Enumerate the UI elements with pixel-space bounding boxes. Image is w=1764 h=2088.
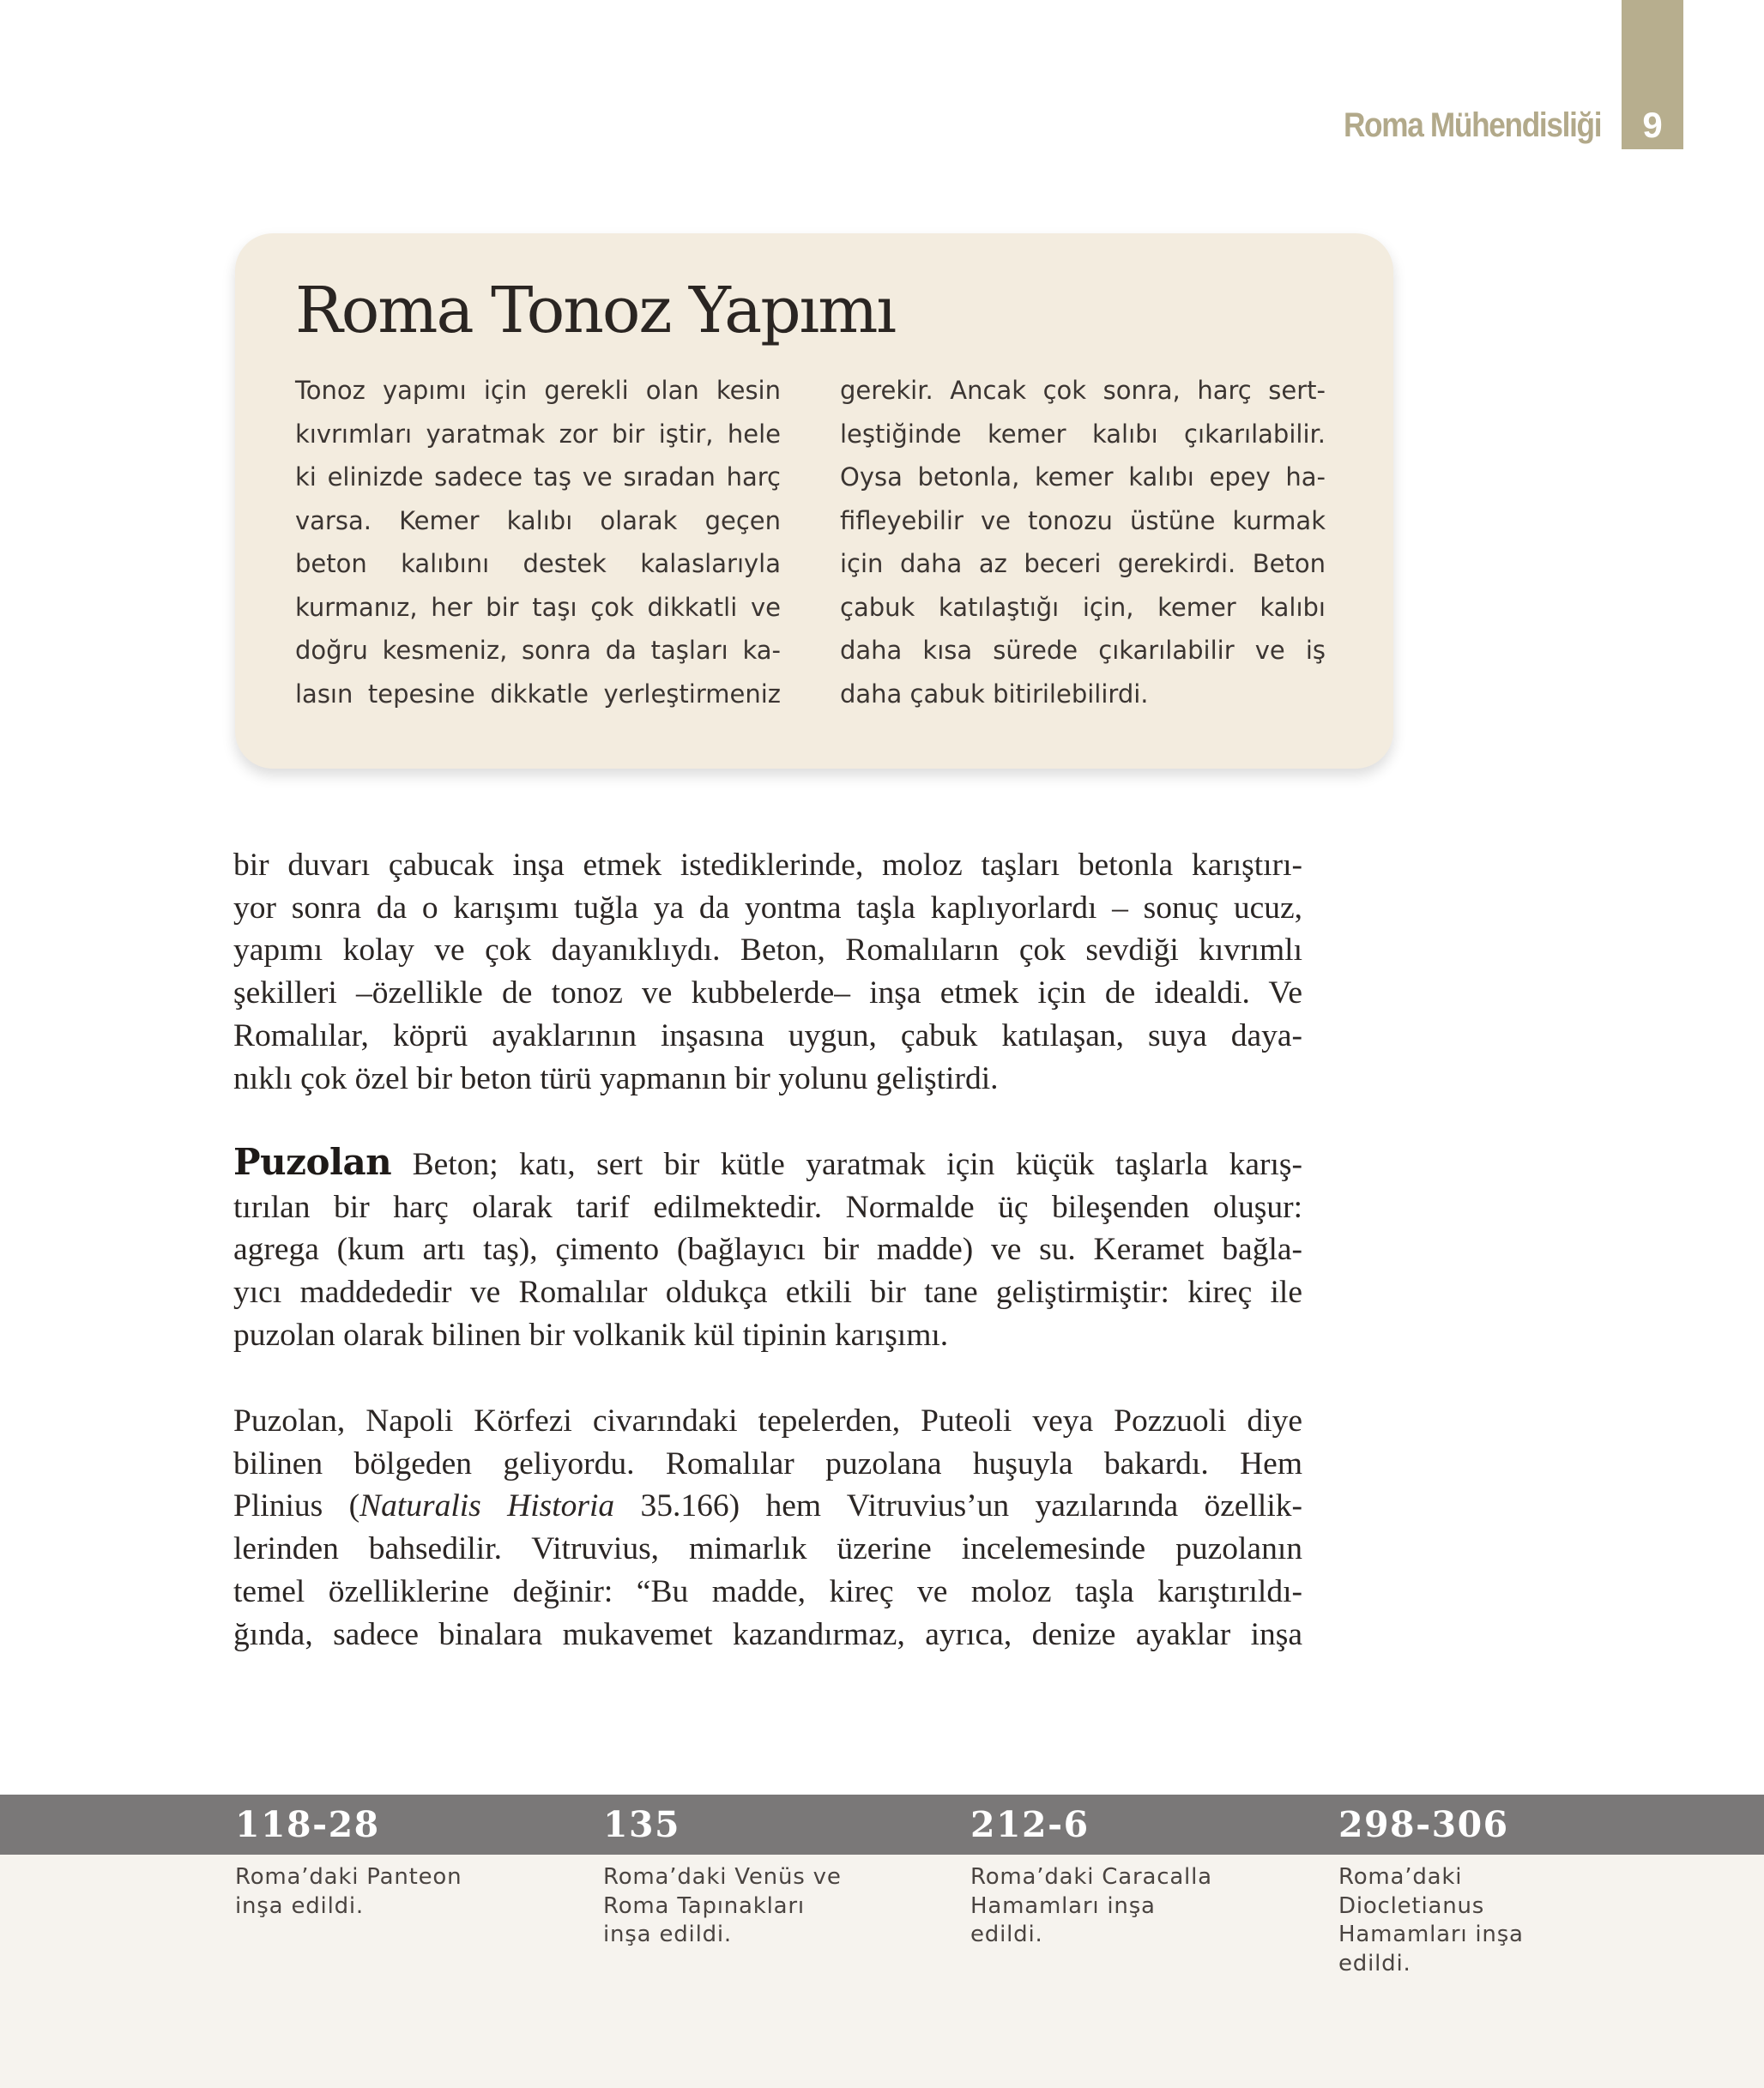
sidebar-line: gerekir. Ancak çok sonra, harç sert-	[840, 376, 1326, 405]
timeline-description: Roma’daki Caracalla Hamamları inşa edildi.	[970, 1864, 1212, 1947]
sidebar-line: ki elinizde sadece taş ve sıradan harç	[295, 462, 781, 492]
body-line: agrega (kum artı taş), çimento (bağlayıcı bir madde) ve su. Keramet bağla-	[233, 1232, 1302, 1268]
body-paragraph	[233, 1400, 1302, 1656]
running-head: Roma Mühendisliği	[1343, 106, 1601, 144]
timeline-entry	[603, 1795, 886, 1950]
body-line: yor sonra da o karışımı tuğla ya da yontma taşla kaplıyorlardı – sonuç ucuz,	[233, 890, 1302, 926]
timeline-year: 298-306	[1338, 1804, 1509, 1845]
body-line: Romalılar, köprü ayaklarının inşasına uygun, çabuk katılaşan, suya daya-	[233, 1017, 1302, 1053]
sidebar-line: Oysa betonla, kemer kalıbı epey ha-	[840, 462, 1326, 492]
body-line: Puzolan, Napoli Körfezi civarındaki tepelerden, Puteoli veya Pozzuoli diye	[233, 1403, 1302, 1439]
body-line: lerinden bahsedilir. Vitruvius, mimarlık üzerine incelemesinde puzolanın	[233, 1531, 1302, 1567]
sidebar-line: varsa. Kemer kalıbı olarak geçen	[295, 505, 781, 535]
sidebar-line: için daha az beceri gerekirdi. Beton	[840, 549, 1326, 578]
timeline-year: 118-28	[235, 1804, 380, 1845]
sidebar-line: fifleyebilir ve tonozu üstüne kurmak	[840, 505, 1326, 535]
timeline-year: 212-6	[970, 1804, 1090, 1845]
timeline-description: Roma’daki Panteon inşa edildi.	[235, 1864, 462, 1919]
sidebar-line: leştiğinde kemer kalıbı çıkarılabilir.	[840, 419, 1326, 449]
sidebar-box	[235, 233, 1393, 769]
timeline-description: Roma’daki Diocletianus Hamamları inşa edildi.	[1338, 1864, 1524, 1976]
sidebar-line: çabuk katılaştığı için, kemer kalıbı	[840, 592, 1326, 622]
body-line: temel özelliklerine değinir: “Bu madde, kireç ve moloz taşla karıştırıldı-	[233, 1573, 1302, 1609]
sidebar-line: daha çabuk bitirilebilirdi.	[840, 679, 1149, 709]
timeline-description: Roma’daki Venüs ve Roma Tapınakları inşa edildi.	[603, 1864, 842, 1947]
body-line: yıcı maddededir ve Romalılar oldukça etkili bir tane geliştirmiştir: kireç ile	[233, 1275, 1302, 1311]
timeline-entry	[970, 1795, 1254, 1950]
body-line: puzolan olarak bilinen bir volkanik kül tipinin karışımı.	[233, 1317, 949, 1353]
sidebar-line: Tonoz yapımı için gerekli olan kesin	[295, 376, 781, 405]
sidebar-title: Roma Tonoz Yapımı	[295, 274, 896, 347]
sidebar-column-left	[295, 369, 781, 715]
body-line: bilinen bölgeden geliyordu. Romalılar puzolana huşuyla bakardı. Hem	[233, 1445, 1302, 1482]
sidebar-line: beton kalıbını destek kalaslarıyla	[295, 549, 781, 578]
body-line: yapımı kolay ve çok dayanıklıydı. Beton, Romalıların çok sevdiği kıvrımlı	[233, 932, 1302, 969]
sidebar-line: daha kısa sürede çıkarılabilir ve iş	[840, 636, 1326, 665]
sidebar-column-right	[840, 369, 1326, 715]
body-line: ğında, sadece binalara mukavemet kazandırmaz, ayrıca, denize ayaklar inşa	[233, 1616, 1302, 1652]
run-in-heading: Puzolan	[233, 1141, 392, 1183]
timeline-year: 135	[603, 1804, 681, 1845]
book-title: Naturalis Historia	[359, 1488, 615, 1524]
body-line: nıklı çok özel bir beton türü yapmanın bir yolunu geliştirdi.	[233, 1060, 999, 1096]
body-line: tırılan bir harç olarak tarif edilmektedir. Normalde üç bileşenden oluşur:	[233, 1189, 1302, 1225]
sidebar-line: kurmanız, her bir taşı çok dikkatli ve	[295, 592, 781, 622]
body-line: şekilleri –özellikle de tonoz ve kubbelerde– inşa etmek için de idealdi. Ve	[233, 975, 1302, 1011]
timeline-entry	[235, 1795, 518, 1921]
body-paragraph	[233, 844, 1302, 1100]
timeline-entry	[1338, 1795, 1622, 1978]
body-line: bir duvarı çabucak inşa etmek istediklerinde, moloz taşları betonla karıştırı-	[233, 848, 1302, 883]
body-line-text: Beton; katı, sert bir kütle yaratmak için küçük taşlarla karış-	[412, 1147, 1303, 1182]
body-line	[233, 1141, 1302, 1186]
sidebar-line: lasın tepesine dikkatle yerleştirmeniz	[295, 679, 781, 709]
sidebar-line: doğru kesmeniz, sonra da taşları ka-	[295, 636, 781, 665]
page-number: 9	[1642, 105, 1663, 145]
body-line	[233, 1485, 1302, 1528]
body-line-text: Plinius (	[233, 1488, 360, 1524]
body-line-text: 35.166) hem Vitruvius’un yazılarında özellik-	[614, 1488, 1302, 1524]
body-paragraph-puzolan	[233, 1141, 1302, 1357]
sidebar-line: kıvrımları yaratmak zor bir iştir, hele	[295, 419, 781, 449]
